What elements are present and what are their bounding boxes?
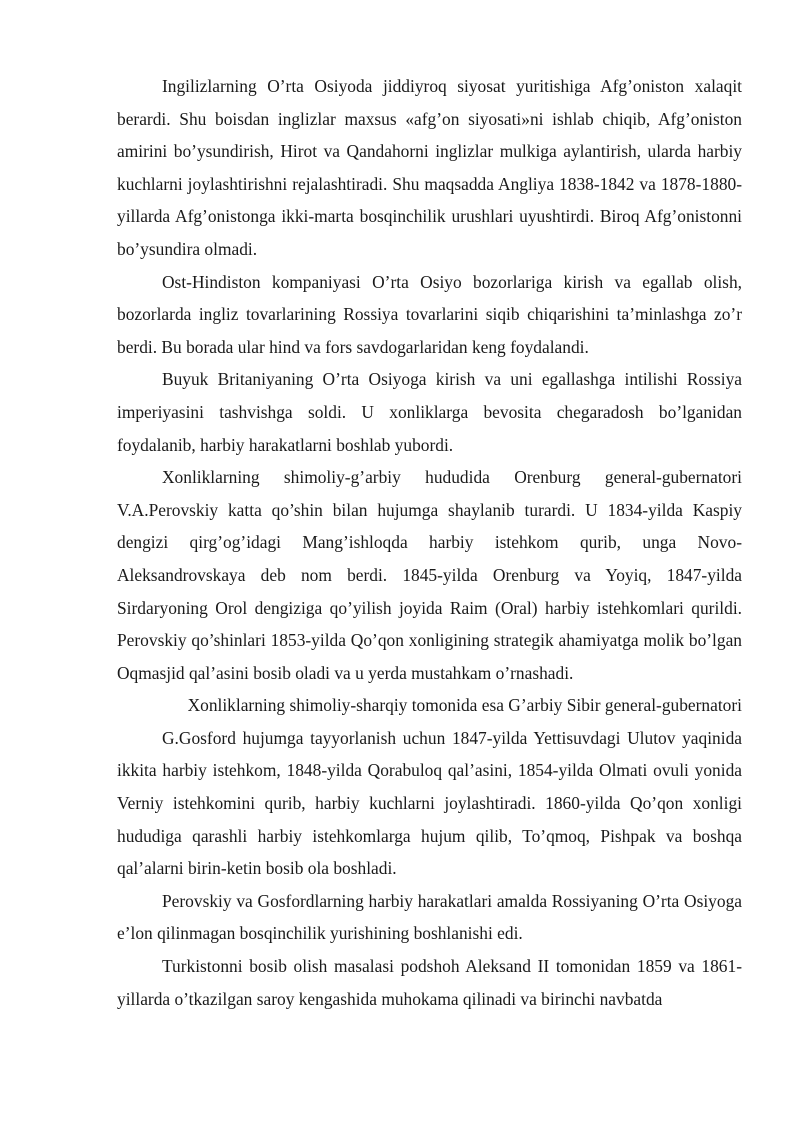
paragraph-northeast-intro: Xonliklarning shimoliy-sharqiy tomonida esa G’arbiy Sibir general-gubernatori xyxy=(187,695,742,716)
paragraph-afghan-policy: Ingilizlarning O’rta Osiyoda jiddiyroq siyosat yuritishiga Afg’oniston xalaqit berardi. Shu boisdan inglizlar maxsus «afg’on siyosati»ni ishlab chiqib, Afg’oniston amirini bo’ysundirish, Hirot va Qandahorni inglizlar mulkiga aylantirish, ularda harbiy kuchlarni joylashtirishni rejalashtiradi. Shu maqsadda Angliya 1838-1842 va 1878-1880-yillarda Afg’onistonga ikki-marta bosqinchilik urushlari uyushtirdi. Biroq Afg’onistonni bo’ysundira olmadi. xyxy=(117,76,742,259)
paragraph-east-india-company: Ost-Hindiston kompaniyasi O’rta Osiyo bozorlariga kirish va egallab olish, bozorlarda ingliz tovarlarining Rossiya tovarlarini siqib chiqarishini ta’minlashga zo’r berdi. Bu borada ular hind va fors savdogarlaridan keng foydalandi. xyxy=(117,271,742,357)
paragraph-undeclared-war: Perovskiy va Gosfordlarning harbiy harakatlari amalda Rossiyaning O’rta Osiyoga e’lon qilinmagan bosqinchilik yurishining boshlanishi edi. xyxy=(117,890,742,944)
document-page xyxy=(117,70,742,1015)
paragraph-perovskiy: Xonliklarning shimoliy-g’arbiy hududida Orenburg general-gubernatori V.A.Perovskiy katta qo’shin bilan hujumga shaylanib turardi. U 1834-yilda Kaspiy dengizi qirg’og’idagi Mang’ishloqda harbiy istehkom qurib, unga Novo-Aleksandrovskaya deb nom berdi. 1845-yilda Orenburg va Yoyiq, 1847-yilda Sirdaryoning Orol dengiziga qo’yilish joyida Raim (Oral) harbiy istehkomlari qurildi. Perovskiy qo’shinlari 1853-yilda Qo’qon xonligining strategik ahamiyatga molik bo’lgan Oqmasjid qal’asini bosib oladi va u yerda mustahkam o’rnashadi. xyxy=(117,467,742,683)
paragraph-russian-concern: Buyuk Britaniyaning O’rta Osiyoga kirish va uni egallashga intilishi Rossiya imperiyasini tashvishga soldi. U xonliklarga bevosita chegaradosh bo’lganidan foydalanib, harbiy harakatlarni boshlab yubordi. xyxy=(117,369,742,455)
paragraph-turkestan-council: Turkistonni bosib olish masalasi podshoh Aleksand II tomonidan 1859 va 1861-yillarda o’tkazilgan saroy kengashida muhokama qilinadi va birinchi navbatda xyxy=(117,956,742,1009)
paragraph-gosford: G.Gosford hujumga tayyorlanish uchun 1847-yilda Yettisuvdagi Ulutov yaqinida ikkita harbiy istehkom, 1848-yilda Qorabuloq qal’asini, 1854-yilda Olmati ovuli yonida Verniy istehkomini qurib, harbiy kuchlarni joylashtiradi. 1860-yilda Qo’qon xonligi hududiga qarashli harbiy istehkomlarga hujum qilib, To’qmoq, Pishpak va boshqa qal’alarni birin-ketin bosib ola boshladi. xyxy=(117,727,742,879)
